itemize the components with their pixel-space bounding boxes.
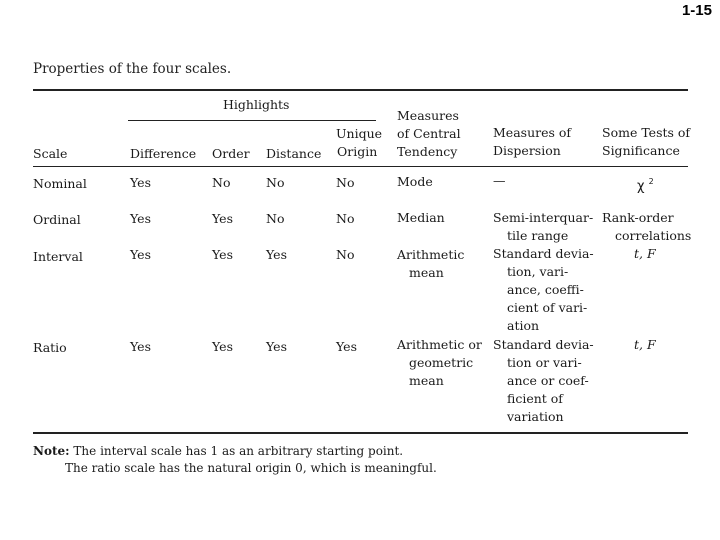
header-highlights: Highlights [223, 97, 290, 112]
note-line-1: The interval scale has 1 as an arbitrary starting point. [73, 444, 404, 458]
top-rule [33, 89, 688, 91]
header-distance: Distance [266, 146, 322, 161]
header-order: Order [212, 146, 250, 161]
slide-number: 1-15 [681, 2, 712, 19]
row-ordinal-order: Yes [212, 211, 233, 226]
highlights-rule [128, 120, 376, 121]
row-interval-central-l1: Arithmetic [397, 247, 465, 262]
row-interval-central-l2: mean [409, 265, 444, 280]
row-ratio-significance: t, F [634, 337, 656, 352]
header-dispersion-l1: Measures of [493, 125, 572, 140]
row-nominal-order: No [212, 175, 231, 190]
row-ratio-dispersion-l5: variation [507, 409, 564, 424]
row-ordinal-significance-l1: Rank-order [602, 210, 674, 225]
row-ratio-dispersion-l2: tion or vari- [507, 355, 582, 370]
row-ratio-central-l3: mean [409, 373, 444, 388]
row-ratio-scale: Ratio [33, 340, 67, 355]
row-interval-dispersion-l5: ation [507, 318, 540, 333]
row-ordinal-significance-l2: correlations [615, 228, 692, 243]
header-significance-l2: Significance [602, 143, 680, 158]
header-central-l2: of Central [397, 126, 461, 141]
table-caption: Properties of the four scales. [33, 61, 232, 77]
row-interval-origin: No [336, 247, 355, 262]
row-interval-order: Yes [212, 247, 233, 262]
chi-exponent: 2 [648, 177, 654, 186]
row-nominal-scale: Nominal [33, 176, 87, 191]
row-interval-difference: Yes [130, 247, 151, 262]
table-note [33, 443, 437, 477]
row-ratio-central-l2: geometric [409, 355, 474, 370]
header-central-l3: Tendency [397, 144, 458, 159]
row-interval-significance: t, F [634, 246, 656, 261]
row-interval-scale: Interval [33, 249, 83, 264]
row-nominal-central: Mode [397, 174, 433, 189]
header-scale: Scale [33, 146, 68, 161]
row-ordinal-distance: No [266, 211, 285, 226]
row-ordinal-central: Median [397, 210, 445, 225]
row-ordinal-difference: Yes [130, 211, 151, 226]
header-difference: Difference [130, 146, 197, 161]
row-interval-dispersion-l4: cient of vari- [507, 300, 588, 315]
row-ordinal-dispersion-l1: Semi-interquar- [493, 210, 594, 225]
header-central-l1: Measures [397, 108, 459, 123]
header-unique-origin-l1: Unique [336, 126, 383, 141]
row-interval-dispersion-l2: tion, vari- [507, 264, 569, 279]
row-ordinal-scale: Ordinal [33, 212, 81, 227]
row-ratio-dispersion-l4: ficient of [507, 391, 563, 406]
row-nominal-difference: Yes [130, 175, 151, 190]
row-interval-distance: Yes [266, 247, 287, 262]
header-unique-origin-l2: Origin [337, 144, 378, 159]
bottom-rule [33, 432, 688, 434]
header-significance-l1: Some Tests of [602, 125, 691, 140]
row-ratio-dispersion-l3: ance or coef- [507, 373, 589, 388]
header-dispersion-l2: Dispersion [493, 143, 561, 158]
chi-letter: χ [637, 179, 645, 194]
row-ratio-distance: Yes [266, 339, 287, 354]
row-nominal-distance: No [266, 175, 285, 190]
row-nominal-dispersion: — [493, 173, 506, 188]
row-interval-dispersion-l3: ance, coeffi- [507, 282, 584, 297]
row-interval-dispersion-l1: Standard devia- [493, 246, 594, 261]
row-ratio-difference: Yes [130, 339, 151, 354]
row-ordinal-origin: No [336, 211, 355, 226]
note-line-2: The ratio scale has the natural origin 0, which is meaningful. [65, 461, 437, 475]
row-ratio-origin: Yes [336, 339, 357, 354]
row-ratio-dispersion-l1: Standard devia- [493, 337, 594, 352]
row-nominal-significance [637, 173, 654, 196]
note-label: Note: [33, 444, 70, 458]
row-nominal-origin: No [336, 175, 355, 190]
header-rule [33, 166, 688, 167]
row-ratio-order: Yes [212, 339, 233, 354]
row-ratio-central-l1: Arithmetic or [397, 337, 482, 352]
row-ordinal-dispersion-l2: tile range [507, 228, 569, 243]
